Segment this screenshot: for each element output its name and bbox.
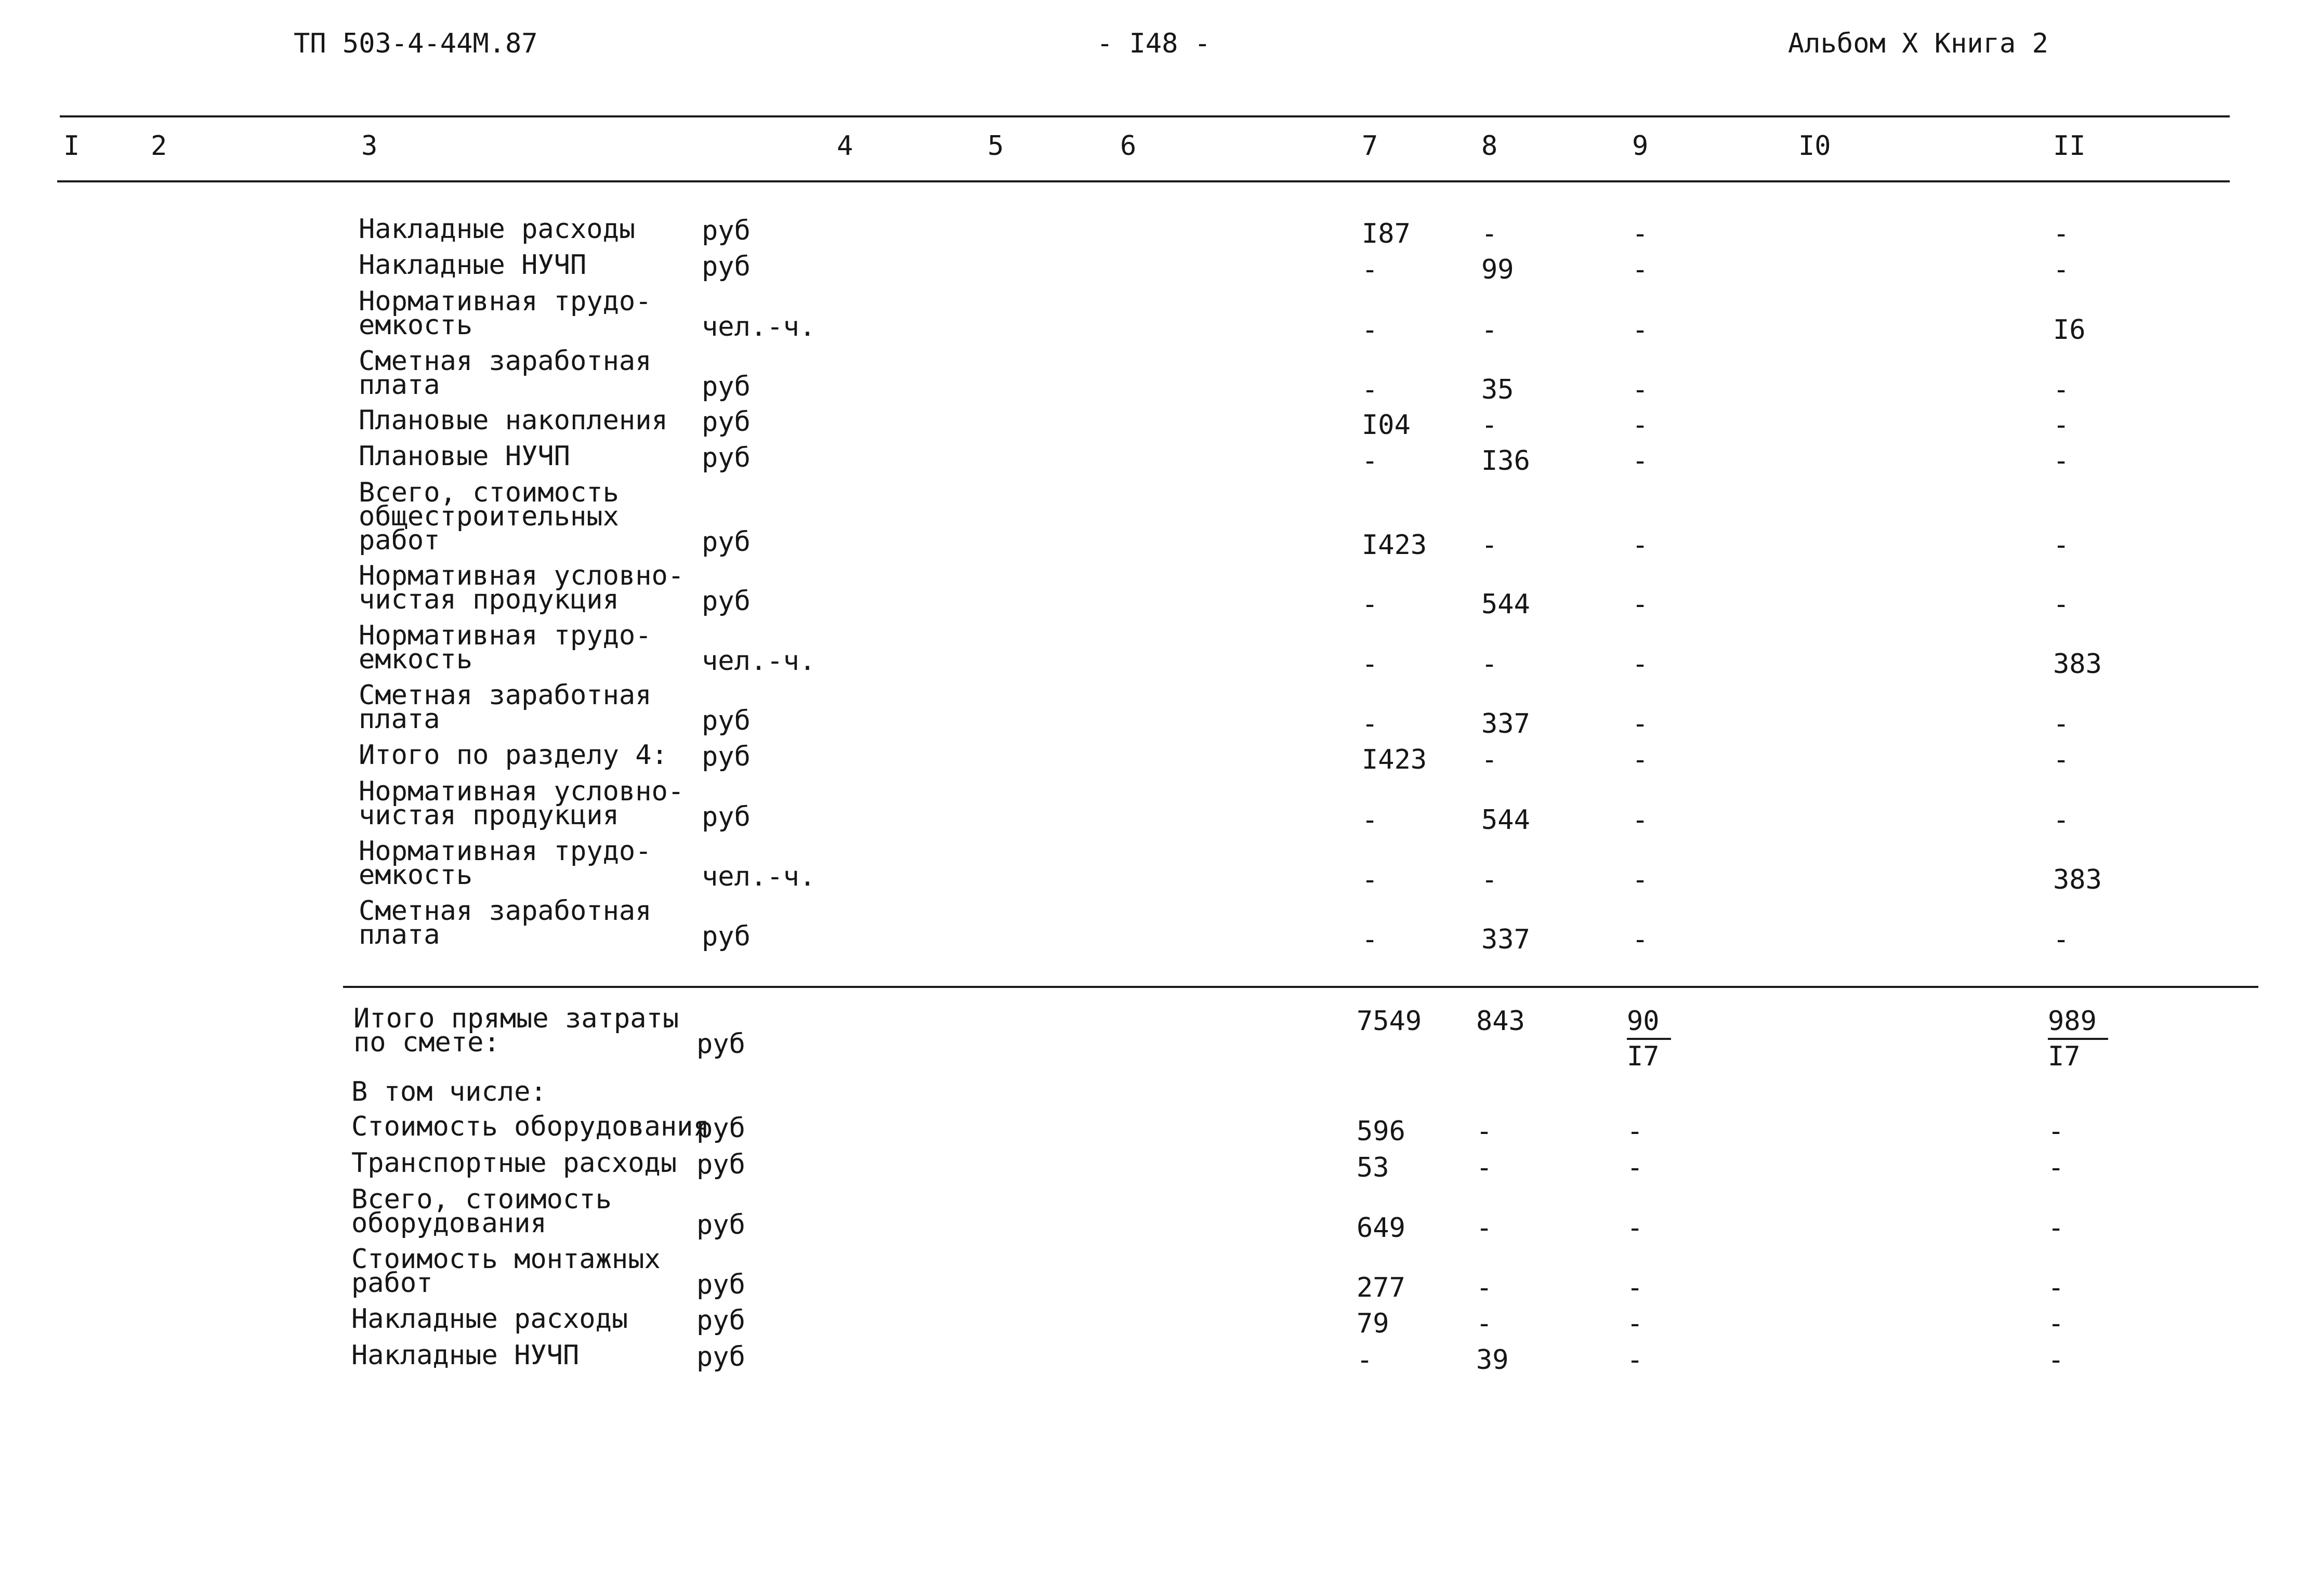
row-label — [359, 441, 570, 472]
row-col11: - — [2053, 804, 2070, 836]
row-unit: руб — [702, 586, 751, 617]
row-label — [359, 249, 587, 281]
row-unit: чел.-ч. — [702, 861, 816, 892]
row-unit: руб — [702, 406, 751, 438]
row-unit: руб — [702, 442, 751, 473]
row-col8: - — [1476, 1152, 1493, 1183]
row-label — [359, 286, 652, 341]
row-col8: - — [1476, 1212, 1493, 1244]
row-col9: - — [1632, 374, 1649, 405]
column-number-3: 3 — [361, 130, 378, 162]
row-col11: - — [2053, 410, 2070, 441]
row-label-line: Стоимость оборудования — [351, 1111, 709, 1142]
row-col9: - — [1632, 445, 1649, 477]
column-number-8: 8 — [1481, 130, 1498, 162]
row-col8: 337 — [1481, 708, 1530, 740]
row-label-line: плата — [359, 370, 440, 401]
row-label-line: Сметная заработная — [359, 895, 652, 927]
row-label — [351, 1147, 677, 1179]
row-col8: - — [1481, 314, 1498, 346]
row-label-line: Итого по разделу 4: — [359, 740, 668, 771]
row-unit: руб — [702, 801, 751, 833]
row-col8: - — [1481, 218, 1498, 249]
row-col7: 79 — [1357, 1308, 1389, 1339]
row-label — [351, 1111, 709, 1142]
row-label-line: Стоимость монтажных — [351, 1244, 661, 1275]
total-col9-fraction — [1627, 1008, 1671, 1070]
row-col11: - — [2048, 1116, 2064, 1147]
table-top-rule — [60, 115, 2230, 117]
total-label-line-1: Итого прямые затраты — [353, 1003, 679, 1034]
row-col8: - — [1476, 1272, 1493, 1303]
row-col8: - — [1476, 1308, 1493, 1339]
row-label — [359, 836, 652, 891]
row-unit: руб — [702, 705, 751, 736]
row-col9: - — [1627, 1212, 1643, 1244]
row-label-line: работ — [351, 1268, 433, 1299]
row-label — [351, 1303, 628, 1335]
row-col8: 35 — [1481, 374, 1514, 405]
row-col8: - — [1481, 744, 1498, 775]
row-col11: - — [2048, 1308, 2064, 1339]
row-label-line: Нормативная трудо- — [359, 286, 652, 317]
row-col11: - — [2048, 1344, 2064, 1376]
row-col11: - — [2053, 530, 2070, 561]
row-label — [359, 346, 652, 401]
row-col7: - — [1362, 254, 1378, 285]
row-label — [359, 477, 619, 556]
row-label-line: Накладные расходы — [359, 214, 636, 245]
row-col7: - — [1362, 804, 1378, 836]
row-label-line: Сметная заработная — [359, 680, 652, 711]
row-label-line: Нормативная трудо- — [359, 620, 652, 651]
row-label-line: Нормативная условно- — [359, 776, 685, 807]
row-unit: руб — [702, 371, 751, 402]
row-col9: - — [1632, 530, 1649, 561]
row-col11: - — [2053, 708, 2070, 740]
row-label — [359, 214, 636, 245]
row-col7: I423 — [1362, 744, 1427, 775]
row-col11: - — [2053, 218, 2070, 249]
row-col7: - — [1362, 589, 1378, 620]
row-col8: I36 — [1481, 445, 1530, 477]
row-label-line: Накладные НУЧП — [351, 1340, 580, 1371]
row-col11: 383 — [2053, 649, 2102, 680]
row-col11: - — [2053, 924, 2070, 955]
row-col8: - — [1481, 530, 1498, 561]
row-col7: - — [1362, 445, 1378, 477]
row-col7: - — [1362, 314, 1378, 346]
row-col9: - — [1632, 218, 1649, 249]
row-label-line: Транспортные расходы — [351, 1147, 677, 1179]
row-col9: - — [1632, 708, 1649, 740]
row-label-line: емкость — [359, 860, 473, 891]
row-col7: - — [1362, 374, 1378, 405]
column-number-9: 9 — [1632, 130, 1649, 162]
row-col9: - — [1632, 254, 1649, 285]
row-unit: руб — [696, 1149, 745, 1180]
row-unit: руб — [696, 1113, 745, 1144]
total-unit: руб — [696, 1028, 745, 1060]
row-unit: руб — [702, 215, 751, 246]
row-label — [359, 405, 668, 436]
column-number-10: I0 — [1798, 130, 1831, 162]
row-col7: - — [1362, 864, 1378, 895]
row-col11: - — [2053, 445, 2070, 477]
row-label-line: Плановые накопления — [359, 405, 668, 436]
row-unit: чел.-ч. — [702, 311, 816, 342]
column-number-1: I — [63, 130, 80, 162]
row-col11: - — [2048, 1212, 2064, 1244]
row-col8: - — [1481, 410, 1498, 441]
row-unit: руб — [696, 1209, 745, 1241]
total-col9-denominator: I7 — [1627, 1041, 1660, 1072]
row-col9: - — [1632, 924, 1649, 955]
row-col11: - — [2053, 744, 2070, 775]
column-number-2: 2 — [151, 130, 167, 162]
row-label — [359, 740, 668, 771]
row-label-line: Сметная заработная — [359, 346, 652, 377]
row-label-line: общестроительных — [359, 501, 619, 532]
row-col11: - — [2053, 374, 2070, 405]
row-col7: I423 — [1362, 530, 1427, 561]
column-number-5: 5 — [988, 130, 1004, 162]
row-label-line: емкость — [359, 310, 473, 341]
row-col7: I04 — [1362, 410, 1411, 441]
row-col9: - — [1627, 1272, 1643, 1303]
column-number-7: 7 — [1362, 130, 1378, 162]
row-label-line: чистая продукция — [359, 584, 619, 615]
row-col9: - — [1632, 744, 1649, 775]
row-col7: - — [1357, 1344, 1373, 1376]
total-col8: 843 — [1476, 1006, 1525, 1037]
row-col9: - — [1632, 649, 1649, 680]
total-label-line-2: по смете: — [353, 1027, 500, 1058]
row-col8: 544 — [1481, 589, 1530, 620]
row-col9: - — [1632, 864, 1649, 895]
row-label-line: емкость — [359, 644, 473, 675]
row-col8: 99 — [1481, 254, 1514, 285]
row-label-line: Всего, стоимость — [351, 1184, 612, 1215]
row-label — [359, 680, 652, 735]
total-divider-rule — [343, 986, 2258, 988]
row-col7: 53 — [1357, 1152, 1389, 1183]
row-label — [351, 1184, 612, 1239]
row-label-line: Накладные расходы — [351, 1303, 628, 1335]
row-col9: - — [1632, 804, 1649, 836]
row-unit: чел.-ч. — [702, 645, 816, 677]
album-label: Альбом X Книга 2 — [1788, 28, 2048, 59]
row-col7: - — [1362, 708, 1378, 740]
row-label-line: плата — [359, 919, 440, 951]
row-col7: 596 — [1357, 1116, 1405, 1147]
row-col7: - — [1362, 924, 1378, 955]
row-unit: руб — [696, 1341, 745, 1373]
row-col9: - — [1632, 314, 1649, 346]
row-unit: руб — [696, 1305, 745, 1336]
total-col11-denominator: I7 — [2048, 1041, 2081, 1072]
row-label-line: Нормативная условно- — [359, 560, 685, 591]
row-col9: - — [1632, 589, 1649, 620]
row-unit: руб — [702, 921, 751, 952]
row-col9: - — [1627, 1116, 1643, 1147]
row-label — [351, 1244, 661, 1299]
row-col8: 337 — [1481, 924, 1530, 955]
row-label-line: Накладные НУЧП — [359, 249, 587, 281]
row-col8: - — [1481, 649, 1498, 680]
row-col7: I87 — [1362, 218, 1411, 249]
row-label-line: работ — [359, 525, 440, 556]
row-col9: - — [1627, 1344, 1643, 1376]
row-label-line: оборудования — [351, 1208, 547, 1239]
row-unit: руб — [696, 1269, 745, 1300]
row-col11: 383 — [2053, 864, 2102, 895]
row-label-line: Нормативная трудо- — [359, 836, 652, 867]
row-col7: 649 — [1357, 1212, 1405, 1244]
row-col9: - — [1627, 1152, 1643, 1183]
row-unit: руб — [702, 741, 751, 772]
row-col7: - — [1362, 649, 1378, 680]
document-code: ТП 503-4-44М.87 — [294, 28, 538, 59]
column-number-6: 6 — [1120, 130, 1137, 162]
row-unit: руб — [702, 251, 751, 282]
total-col7: 7549 — [1357, 1006, 1422, 1037]
row-label-line: Всего, стоимость — [359, 477, 619, 508]
total-col11-fraction — [2048, 1008, 2108, 1070]
including-label: В том числе: — [351, 1076, 547, 1107]
row-col8: - — [1481, 864, 1498, 895]
row-label-line: Плановые НУЧП — [359, 441, 570, 472]
row-col8: 39 — [1476, 1344, 1509, 1376]
row-label-line: чистая продукция — [359, 800, 619, 831]
row-col8: 544 — [1481, 804, 1530, 836]
column-header-rule — [57, 180, 2230, 182]
page-number: - I48 - — [1097, 28, 1211, 59]
row-col11: - — [2053, 589, 2070, 620]
row-col11: - — [2048, 1272, 2064, 1303]
row-unit: руб — [702, 526, 751, 558]
total-col11-numerator: 989 — [2048, 1008, 2108, 1040]
row-col8: - — [1476, 1116, 1493, 1147]
row-label — [351, 1340, 580, 1371]
column-number-4: 4 — [837, 130, 853, 162]
column-number-11: II — [2053, 130, 2086, 162]
row-col11: - — [2048, 1152, 2064, 1183]
total-label — [353, 1003, 679, 1058]
row-label — [359, 895, 652, 951]
row-col11: - — [2053, 254, 2070, 285]
row-col7: 277 — [1357, 1272, 1405, 1303]
row-col11: I6 — [2053, 314, 2086, 346]
row-col9: - — [1632, 410, 1649, 441]
row-label — [359, 560, 685, 615]
row-label — [359, 620, 652, 675]
total-col9-numerator: 90 — [1627, 1008, 1671, 1040]
row-col9: - — [1627, 1308, 1643, 1339]
row-label-line: плата — [359, 704, 440, 735]
row-label — [359, 776, 685, 831]
